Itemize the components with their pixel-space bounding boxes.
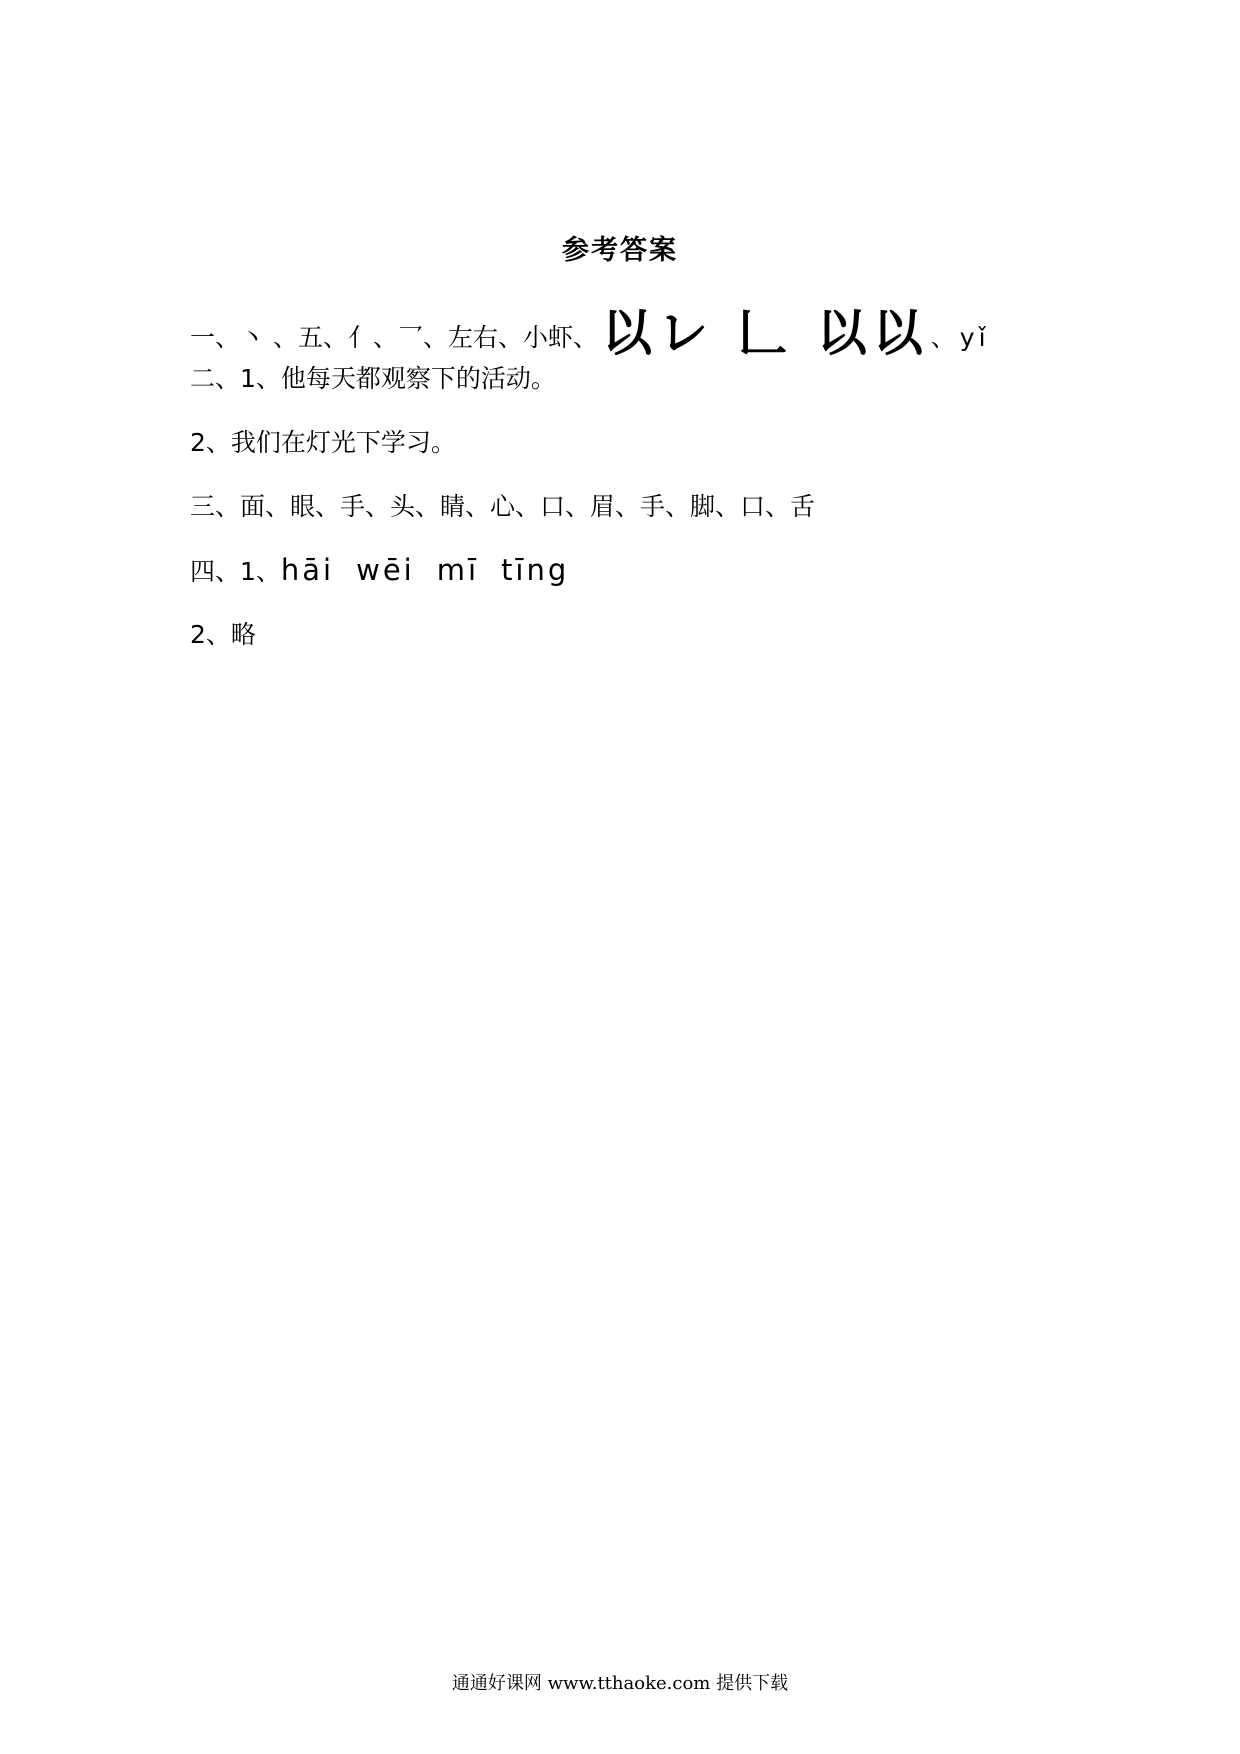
pinyin-item: mī	[436, 553, 480, 587]
answer-1-prefix: 一、丶 、五、亻、乛、左右、小虾、	[190, 323, 598, 352]
pinyin-item: hāi	[280, 553, 335, 587]
pinyin-item: tīng	[501, 553, 570, 587]
answer-4-2: 2、略	[190, 620, 256, 649]
page-title: 参考答案	[562, 235, 678, 266]
answer-1-suffix: 、yǐ	[930, 323, 990, 352]
answer-3: 三、面、眼、手、头、睛、心、口、眉、手、脚、口、舌	[190, 492, 816, 521]
answer-1	[190, 303, 990, 362]
answer-2-2: 2、我们在灯光下学习。	[190, 428, 456, 457]
answer-1-stroke-order: 以レ 𠃊 以以	[601, 303, 929, 362]
page-footer: 通通好课网 www.tthaoke.com 提供下载	[451, 1673, 789, 1694]
pinyin-item: wēi	[356, 553, 415, 587]
answer-2-1: 二、1、他每天都观察下的活动。	[190, 364, 556, 393]
answer-4-1	[190, 553, 570, 587]
answer-4-1-pinyin	[281, 553, 569, 587]
answer-4-1-prefix: 四、1、	[190, 557, 281, 586]
